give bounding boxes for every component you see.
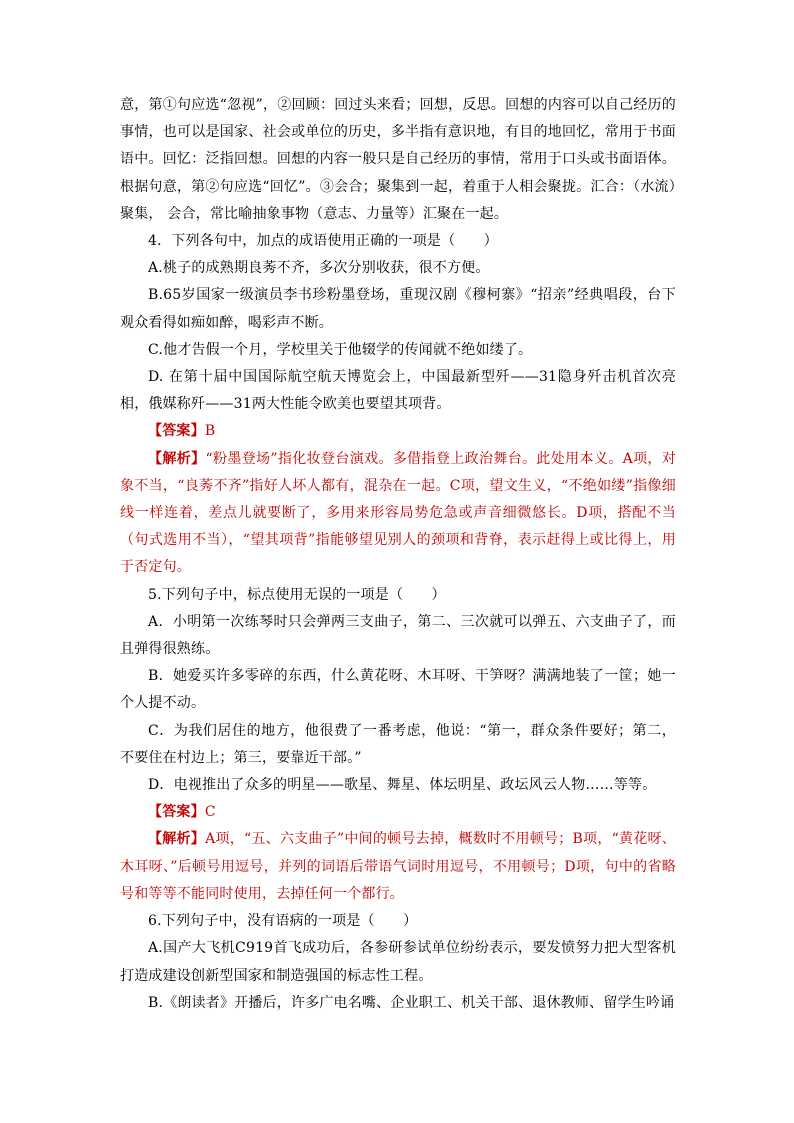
question-5-stem: 5.下列句子中，标点使用无误的一项是（ ） [148, 586, 446, 603]
intro-paragraph: 意，第①句应选“忽视”，②回顾：回过头来看；回想，反思。回想的内容可以自己经历的事情，也可以是国家、社会或单位的历史，多半指有意识地，有目的地回忆，常用于书面语中。回忆：泛指回想。回想的内容一般只是自己经历的事情，常用于口头或书面语体。根据句意，第②句应选“回忆”。③会合；聚集到一起，着重于人相会聚拢。汇合：（水流）聚集， 会合，常比喻抽象事物（意志、力量等）汇聚在一起。 [120, 97, 676, 222]
analysis-label: 【解析】 [148, 450, 206, 467]
question-5-option-b: B．她爱买许多零碎的东西，什么黄花呀、木耳呀、干笋呀？满满地装了一筐；她一个人提不动。 [120, 668, 676, 712]
question-4-option-c: C.他才告假一个月，学校里关于他辍学的传闻就不绝如缕了。 [148, 341, 533, 358]
question-4-answer [120, 418, 676, 445]
analysis-text: A项，“五、六支曲子”中间的顿号去掉，概数时不用顿号；B项，“黄花呀、木耳呀、”后顿号用逗号，并列的词语后带语气词时用逗号，不用顿号；D项，句中的省略号和等等不能同时使用，去掉任何一个都行。 [120, 831, 676, 902]
question-6-option-a: A.国产大飞机C919首飞成功后，各参研参试单位纷纷表示，要发愤努力把大型客机打造成建设创新型国家和制造强国的标志性工程。 [120, 940, 676, 984]
analysis-label: 【解析】 [148, 831, 206, 848]
analysis-text: “粉墨登场”指化妆登台演戏。多借指登上政治舞台。此处用本义。A项，对象不当，“良莠不齐”指好人坏人都有，混杂在一起。C项，望文生义，“不绝如缕”指像细线一样连着，差点儿就要断了，多用来形容局势危急或声音细微悠长。D项，搭配不当（句式选用不当），“望其项背”指能够望见别人的颈项和背脊，表示赶得上或比得上，用于否定句。 [120, 450, 676, 576]
answer-value: C [204, 804, 216, 821]
question-5-option-c: C．为我们居住的地方，他很费了一番考虑，他说：“第一，群众条件要好；第二，不要住在村边上；第三，要靠近干部。” [120, 722, 676, 766]
answer-value: B [204, 423, 216, 440]
question-4-option-d: D. 在第十届中国国际航空航天博览会上，中国最新型歼——31隐身歼击机首次亮相，俄媒称歼——31两大性能令欧美也要望其项背。 [120, 369, 676, 413]
question-6-stem: 6.下列句子中，没有语病的一项是（ ） [148, 913, 418, 930]
answer-label: 【答案】 [148, 423, 205, 440]
document-body [120, 92, 676, 1017]
question-4-analysis [120, 446, 676, 582]
question-5-answer [120, 799, 676, 826]
question-5-option-a: A．小明第一次练琴时只会弹两三支曲子，第二、三次就可以弹五、六支曲子了，而且弹得很熟练。 [120, 613, 676, 658]
question-5-analysis [120, 826, 676, 908]
question-6-option-b: B.《朗读者》开播后，许多广电名嘴、企业职工、机关干部、退休教师、留学生吟诵 [148, 994, 675, 1011]
question-4-option-b: B.65岁国家一级演员李书珍粉墨登场，重现汉剧《穆柯寨》“招亲”经典唱段，台下观众看得如痴如醉，喝彩声不断。 [120, 287, 676, 331]
question-5-option-d: D．电视推出了众多的明星——歌星、舞星、体坛明星、政坛风云人物……等等。 [148, 777, 657, 794]
question-4-option-a: A.桃子的成熟期良莠不齐，多次分别收获，很不方便。 [148, 260, 490, 277]
question-4-stem: 4．下列各句中，加点的成语使用正确的一项是（ ） [148, 233, 498, 250]
answer-label: 【答案】 [148, 804, 205, 821]
